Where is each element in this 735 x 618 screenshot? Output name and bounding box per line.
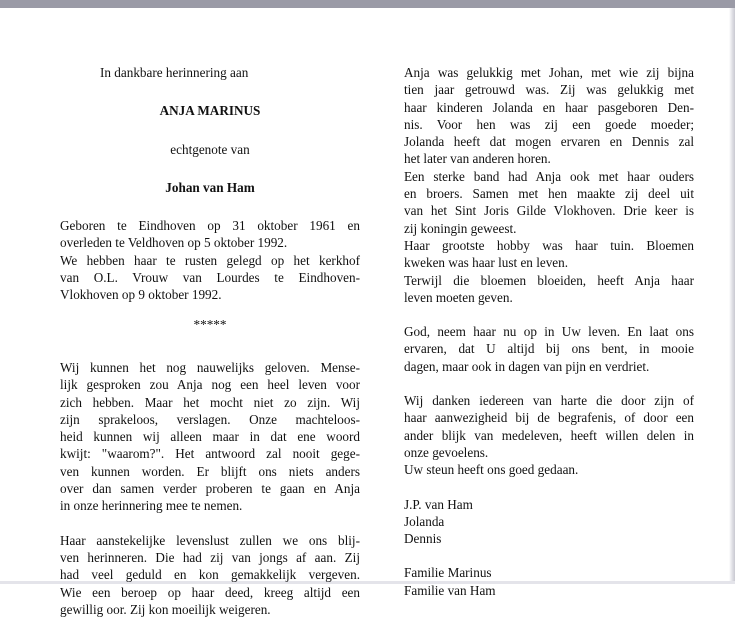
signatures-families [404, 564, 694, 599]
paragraph-line: We hebben haar te rusten gelegd op het kerkhof [60, 252, 360, 268]
spouse-name: Johan van Ham [165, 179, 255, 195]
stars-divider: ***** [193, 316, 227, 332]
paragraph-line: Vlokhoven op 9 oktober 1992. [60, 287, 222, 303]
paragraph-line: Jolanda heeft dat mogen ervaren en Dennis zal [404, 134, 694, 150]
paragraph-line: ven herinneren. Die had zij van jongs af aan. Zij [60, 549, 360, 565]
paragraph-line: haar aanwezigheid bij de begrafenis, of door een [404, 410, 694, 426]
intro-text: In dankbare herinnering aan [100, 65, 249, 80]
paragraph-line: van het Sint Joris Gilde Vlokhoven. Drie keer is [404, 203, 694, 219]
right-column [404, 64, 694, 599]
paragraph-line: Wij danken iedereen van harte die door zijn of [404, 393, 694, 409]
paragraph-line: onze gevoelens. [404, 444, 489, 460]
paragraph-happy-with-johan [404, 64, 694, 168]
paragraph-family-bond [404, 168, 694, 237]
paragraph-line: Geboren te Eindhoven op 31 oktober 1961 en [60, 218, 360, 234]
paragraph-line: Terwijl die bloemen bloeiden, heeft Anja haar [404, 272, 694, 288]
paragraph-line: ander blijk van medeleven, heeft willen delen in [404, 427, 694, 443]
paragraph-line: Haar grootste hobby was haar tuin. Bloemen [404, 237, 694, 253]
signature-name: J.P. van Ham [404, 496, 473, 512]
paragraph-line: Wie een beroep op haar deed, kreeg altijd een [60, 584, 360, 600]
spouse-intro: echtgenote van [170, 141, 250, 157]
right-page-edge [729, 8, 735, 584]
paragraph-line: ven kunnen worden. Er blijft ons niets anders [60, 463, 360, 479]
left-column [60, 64, 360, 618]
paragraph-line: zijn sprakeloos, verslagen. Onze machteloos- [60, 411, 360, 427]
paragraph-prayer [404, 323, 694, 375]
paragraph-line: zich hebben. Maar het mocht niet zo zijn. Wij [60, 394, 360, 410]
paragraph-line: het later van anderen horen. [404, 151, 551, 167]
paragraph-line: Anja was gelukkig met Johan, met wie zij bijna [404, 65, 694, 80]
signatures-family [404, 496, 694, 548]
signature-name: Familie Marinus [404, 565, 492, 581]
paragraph-thanks [404, 392, 694, 461]
paragraph-line: van O.L. Vrouw van Lourdes te Eindhoven- [60, 270, 360, 286]
paragraph-line: gewillig oor. Zij kon moeilijk weigeren. [60, 601, 271, 617]
paragraph-line: en broers. Samen met hen maakte zij deel uit [404, 186, 694, 202]
paragraph-line: nis. Voor hen was zij een goede moeder; [404, 116, 694, 132]
paragraph-line: Wij kunnen het nog nauwelijks geloven. Mense- [60, 359, 360, 375]
support-sentence: Uw steun heeft ons goed gedaan. [404, 462, 579, 478]
paragraph-line: haar kinderen Jolanda en haar pasgeboren Den- [404, 99, 694, 115]
paragraph-line: zij koningin geweest. [404, 220, 517, 236]
paragraph-line: kweken was haar lust en leven. [404, 255, 569, 271]
paragraph-line: had veel geduld en kon gemakkelijk vergeven. [60, 567, 360, 583]
paragraph-line: leven moeten geven. [404, 289, 513, 305]
paragraph-line: God, neem haar nu op in Uw leven. En laat ons [404, 324, 694, 340]
paragraph-line: in onze herinnering mee te nemen. [60, 498, 243, 514]
paragraph-line: dagen, maar ook in dagen van pijn en verdriet. [404, 358, 650, 374]
signature-name: Dennis [404, 531, 442, 547]
paragraph-line: kwijt: "waarom?". Het antwoord zal nooit gege- [60, 446, 360, 462]
top-scan-band [0, 0, 735, 8]
paragraph-zest-for-life [60, 532, 360, 618]
birth-death-paragraph [60, 217, 360, 303]
paragraph-line: tien jaar getrouwd was. Zij was gelukkig met [404, 82, 694, 98]
paragraph-line: Haar aanstekelijke levenslust zullen we ons blij- [60, 532, 360, 548]
signature-name: Familie van Ham [404, 582, 496, 598]
paragraph-flowers-bloomed [404, 272, 694, 307]
paragraph-line: lijk gesproken zou Anja nog een heel leven voor [60, 377, 360, 393]
paragraph-line: Een sterke band had Anja ook met haar ouders [404, 168, 694, 184]
paragraph-disbelief [60, 359, 360, 515]
paragraph-line: over dan samen verder proberen te gaan en Anja [60, 481, 360, 497]
paragraph-line: heid kunnen wij alleen maar in dat ene woord [60, 429, 360, 445]
paragraph-line: overleden te Veldhoven op 5 oktober 1992. [60, 235, 288, 251]
signature-name: Jolanda [404, 513, 445, 529]
paragraph-garden-hobby [404, 237, 694, 272]
paragraph-line: ervaren, dat U altijd bij ons bent, in mooie [404, 341, 694, 357]
deceased-name: ANJA MARINUS [159, 103, 261, 119]
